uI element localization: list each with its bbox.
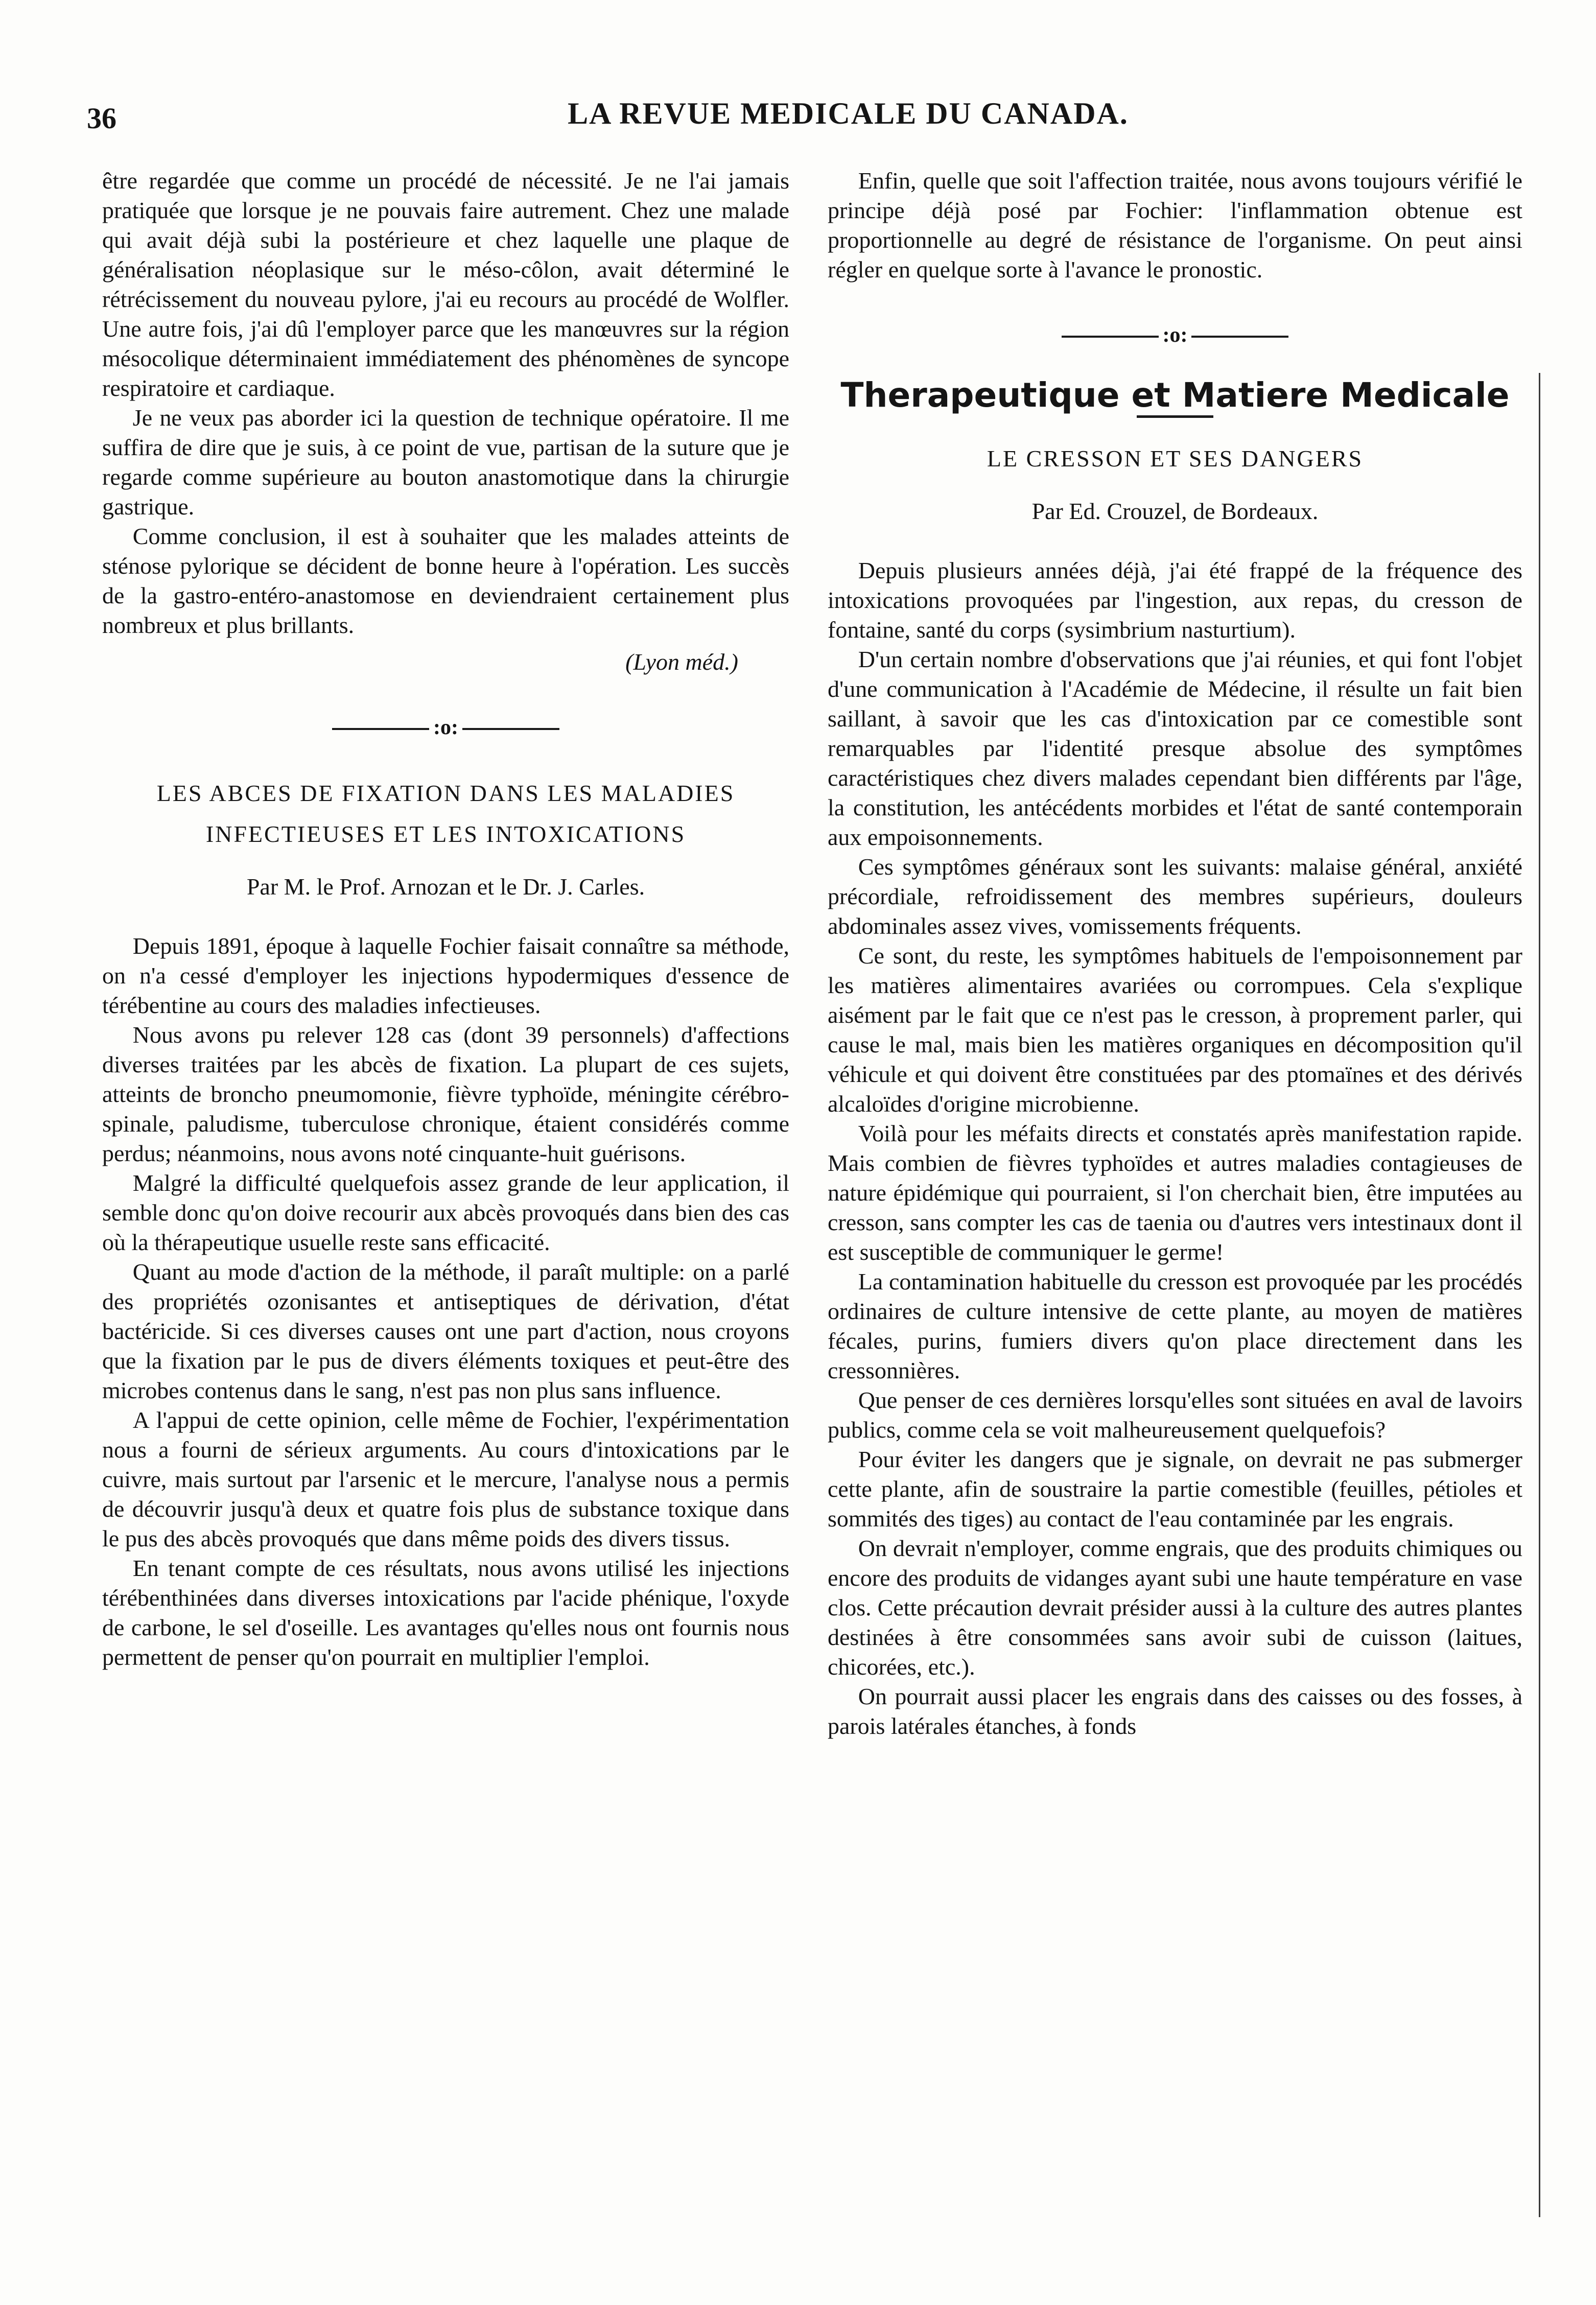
paragraph: Ce sont, du reste, les symptômes habituels de l'empoisonnement par les matières alimentaires avariées ou corrompues. Cela s'explique aisément par le fait que ce n'est pas le cresson, à proprement parler, qui cause le mal, mais bien les matières organiques en décomposition qu'il véhicule et qui doivent être constituées par des ptomaïnes et des dérivés alcaloïdes d'origine microbienne. [828, 943, 1522, 1117]
source-citation: (Lyon méd.) [625, 649, 738, 675]
paragraph: Quant au mode d'action de la méthode, il paraît multiple: on a parlé des propriétés ozonisantes et antiseptiques de dérivation, d'état bactéricide. Si ces diverses causes ont une part d'action, nous croyons que la fixation par le pus de divers éléments toxiques et peut-être des microbes contenus dans le sang, n'est pas non plus sans influence. [102, 1259, 789, 1403]
section-title: Therapeutique et Matiere Medicale [840, 375, 1510, 415]
paragraph: être regardée que comme un procédé de nécessité. Je ne l'ai jamais pratiquée que lorsque je ne pouvais faire autrement. Chez une malade qui avait déjà subi la postérieure et chez laquelle une plaque de généralisation néoplasique sur le méso-côlon, avait déterminé le rétrécissement du nouveau pylore, j'ai eu recours au procédé de Wolfler. Une autre fois, j'ai dû l'employer parce que les manœuvres sur la région mésocolique déterminaient immédiatement des phénomènes de syncope respiratoire et cardiaque. [102, 168, 789, 401]
paragraph: Depuis 1891, époque à laquelle Fochier faisait connaître sa méthode, on n'a cessé d'employer les injections hypodermiques d'essence de térébentine au cours des maladies infectieuses. [102, 933, 789, 1018]
running-title: LA REVUE MEDICALE DU CANADA. [568, 97, 1129, 130]
byline: Par M. le Prof. Arnozan et le Dr. J. Carles. [246, 874, 645, 900]
section-rule [1137, 415, 1213, 418]
separator [102, 713, 789, 742]
paragraph: On devrait n'employer, comme engrais, que des produits chimiques ou encore des produits de vidanges ayant subi une haute température en vase clos. Cette précaution devrait présider aussi à la culture des autres plantes destinées à être consommées sans avoir subi de cuisson (laitues, chicorées, etc.). [828, 1535, 1522, 1680]
separator-rule [462, 728, 559, 730]
paragraph: Voilà pour les méfaits directs et constatés après manifestation rapide. Mais combien de fièvres typhoïdes et autres maladies contagieuses de nature épidémique qui pourraient, si l'on cherchait bien, être imputées au cresson, sans compter les cas de taenia ou d'autres vers intestinaux dont il est susceptible de communiquer le germe! [828, 1120, 1522, 1265]
paragraph: On pourrait aussi placer les engrais dans des caisses ou des fosses, à parois latérales étanches, à fonds [828, 1683, 1522, 1739]
article-title: LE CRESSON ET SES DANGERS [987, 445, 1364, 472]
paragraph: Depuis plusieurs années déjà, j'ai été frappé de la fréquence des intoxications provoquées par l'ingestion, aux repas, du cresson de fontaine, santé du corps (sysimbrium nasturtium). [828, 557, 1522, 643]
separator-rule [1191, 336, 1288, 338]
byline: Par Ed. Crouzel, de Bordeaux. [1031, 498, 1319, 524]
left-column [102, 166, 789, 1672]
page-number: 36 [87, 102, 116, 135]
paragraph: En tenant compte de ces résultats, nous avons utilisé les injections térébenthinées dans diverses intoxications par l'acide phénique, l'oxyde de carbone, le sel d'oseille. Les avantages qu'elles nous ont fournis nous permettent de penser qu'on pourrait en multiplier l'emploi. [102, 1555, 789, 1670]
paragraph: D'un certain nombre d'observations que j'ai réunies, et qui font l'objet d'une communication à l'Académie de Médecine, il résulte un fait bien saillant, à savoir que les cas d'intoxication par ce comestible sont remarquables par l'identité presque absolue des symptômes caractéristiques chez divers malades cependant bien différents par l'âge, la constitution, les antécédents morbides et l'état de santé contemporain aux empoisonnements. [828, 646, 1522, 850]
paragraph: Ces symptômes généraux sont les suivants: malaise général, anxiété précordiale, refroidissement des membres supérieurs, douleurs abdominales assez vives, vomissements fréquents. [828, 854, 1522, 939]
paragraph: Malgré la difficulté quelquefois assez grande de leur application, il semble donc qu'on doive recourir aux abcès provoqués dans bien des cas où la thérapeutique usuelle reste sans efficacité. [102, 1170, 789, 1255]
separator-mark: :o: [1162, 323, 1188, 347]
paragraph: Comme conclusion, il est à souhaiter que les malades atteints de sténose pylorique se décident de bonne heure à l'opération. Les succès de la gastro-entéro-anastomose en deviendraient certainement plus nombreux et plus brillants. [102, 523, 789, 638]
separator-rule [332, 728, 429, 730]
paragraph: Je ne veux pas aborder ici la question de technique opératoire. Il me suffira de dire que je suis, à ce point de vue, partisan de la suture que je regarde comme supérieure au bouton anastomotique dans la chirurgie gastrique. [102, 405, 789, 520]
paragraph: Nous avons pu relever 128 cas (dont 39 personnels) d'affections diverses traitées par les abcès de fixation. La plupart de ces sujets, atteints de broncho pneumomonie, fièvre typhoïde, méningite cérébro-spinale, paludisme, tuberculose chronique, étaient considérés comme perdus; néanmoins, nous avons noté cinquante-huit guérisons. [102, 1022, 789, 1166]
separator-rule [1062, 336, 1159, 338]
paragraph: Que penser de ces dernières lorsqu'elles sont situées en aval de lavoirs publics, comme cela se voit malheureusement quelquefois? [828, 1387, 1522, 1443]
right-column [828, 166, 1522, 1741]
paragraph: A l'appui de cette opinion, celle même de Fochier, l'expérimentation nous a fourni de sérieux arguments. Au cours d'intoxications par le cuivre, mais surtout par l'arsenic et le mercure, l'analyse nous a permis de découvrir jusqu'à deux et quatre fois plus de substance toxique dans le pus des abcès provoqués que dans même poids des divers tissus. [102, 1407, 789, 1551]
paragraph: Enfin, quelle que soit l'affection traitée, nous avons toujours vérifié le principe déjà posé par Fochier: l'inflammation obtenue est proportionnelle au degré de résistance de l'organisme. On peut ainsi régler en quelque sorte à l'avance le pronostic. [828, 168, 1522, 283]
column-rule [1539, 373, 1540, 2217]
paragraph: Pour éviter les dangers que je signale, on devrait ne pas submerger cette plante, afin de soustraire la partie comestible (feuilles, pétioles et sommités des tiges) au contact de l'eau contaminée par les engrais. [828, 1446, 1522, 1532]
separator [828, 320, 1522, 350]
paragraph: La contamination habituelle du cresson est provoquée par les procédés ordinaires de culture intensive de cette plante, au moyen de matières fécales, purins, fumiers divers qu'on place directement dans les cressonnières. [828, 1268, 1522, 1383]
article-title: LES ABCES DE FIXATION DANS LES MALADIES INFECTIEUSES ET LES INTOXICATIONS [156, 780, 735, 847]
separator-mark: :o: [433, 716, 458, 739]
